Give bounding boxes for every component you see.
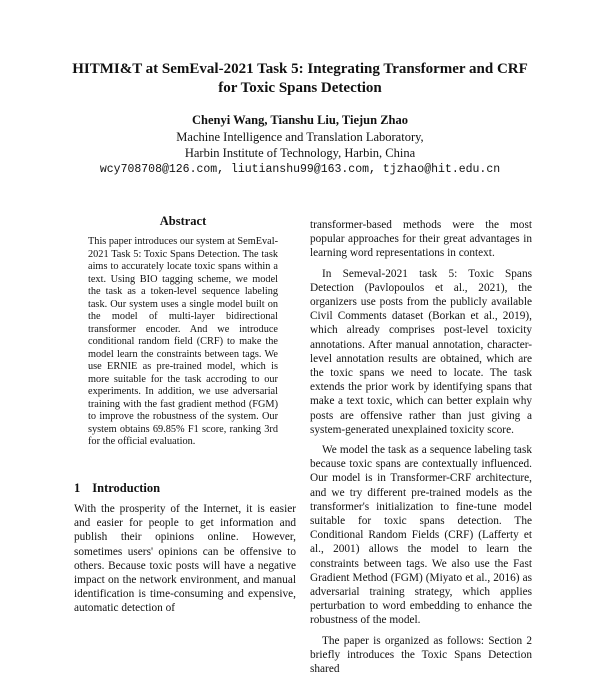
author-names: Chenyi Wang, Tianshu Liu, Tiejun Zhao bbox=[192, 113, 408, 127]
right-paragraph-3: We model the task as a sequence labeling task because toxic spans are contextually influenced. Our model is in Transformer-CRF architecture, and we try different pre-trained models as the transformer's initialization to fine-tune model suitable for toxic spans detection. The Conditional Random Fields (CRF) (Lafferty et al., 2001) allows the model to learn the constraints between tags. We also use the Fast Gradient Method (FGM) (Miyato et al., 2016) as adversarial training strategy, which applies perturbation to word embedding to enhance the robustness of the model. bbox=[310, 444, 532, 627]
paper-title bbox=[40, 60, 560, 98]
right-paragraph-1: transformer-based methods were the most popular approaches for their great advantages in learning word representations in context. bbox=[310, 219, 532, 260]
section-number: 1 bbox=[74, 481, 81, 495]
right-paragraph-4: The paper is organized as follows: Section 2 briefly introduces the Toxic Spans Detection shared bbox=[310, 634, 532, 676]
author-emails: wcy708708@126.com, liutianshu99@163.com, tjzhao@hit.edu.cn bbox=[99, 162, 501, 176]
author-block bbox=[40, 112, 560, 178]
affiliation-line-2: Harbin Institute of Technology, Harbin, China bbox=[184, 146, 416, 160]
right-paragraph-2: In Semeval-2021 task 5: Toxic Spans Detection (Pavlopoulos et al., 2021), the organizers use posts from the publicly available Civil Comments dataset (Borkan et al., 2019), which already comprises post-level toxicity annotations. After manual annotation, character-level annotation results are obtained, which are the toxic spans we need to locate. The task extends the prior work by identifying spans that make a text toxic, which can better explain why posts are offensive rather than just giving a system-generated unexplained toxicity score. bbox=[310, 267, 532, 436]
title-line-2: for Toxic Spans Detection bbox=[218, 80, 382, 96]
title-line-1: HITMI&T at SemEval-2021 Task 5: Integrating Transformer and CRF bbox=[72, 61, 528, 77]
section-title: Introduction bbox=[92, 481, 161, 495]
introduction-paragraph: With the prosperity of the Internet, it is easier and easier for people to get information and publish their opinions online. However, sometimes users' opinions can be offensive to others. Because toxic posts will have a negative impact on the network environment, and manual identification is time-consuming and expensive, automatic detection of bbox=[74, 503, 296, 615]
section-heading-introduction bbox=[74, 481, 294, 496]
abstract-text: This paper introduces our system at SemEval-2021 Task 5: Toxic Spans Detection. The task aims to accurately locate toxic spans within a text. Using BIO tagging scheme, we model the task as a token-level sequence labeling task. Our system uses a single model built on the model of multi-layer bidirectional transformer encoder. And we introduce conditional random field (CRF) to make the model learn the constraints between tags. We use ERNIE as pre-trained model, which is more suitable for the task accroding to our experiments. In addition, we use adversarial training with the fast gradient method (FGM) to improve the robustness of the system. Our system obtains 69.85% F1 score, ranking 3rd for the official evaluation. bbox=[88, 236, 278, 447]
affiliation-line-1: Machine Intelligence and Translation Laboratory, bbox=[176, 129, 424, 144]
right-column bbox=[310, 218, 532, 682]
abstract-heading: Abstract bbox=[159, 214, 207, 228]
